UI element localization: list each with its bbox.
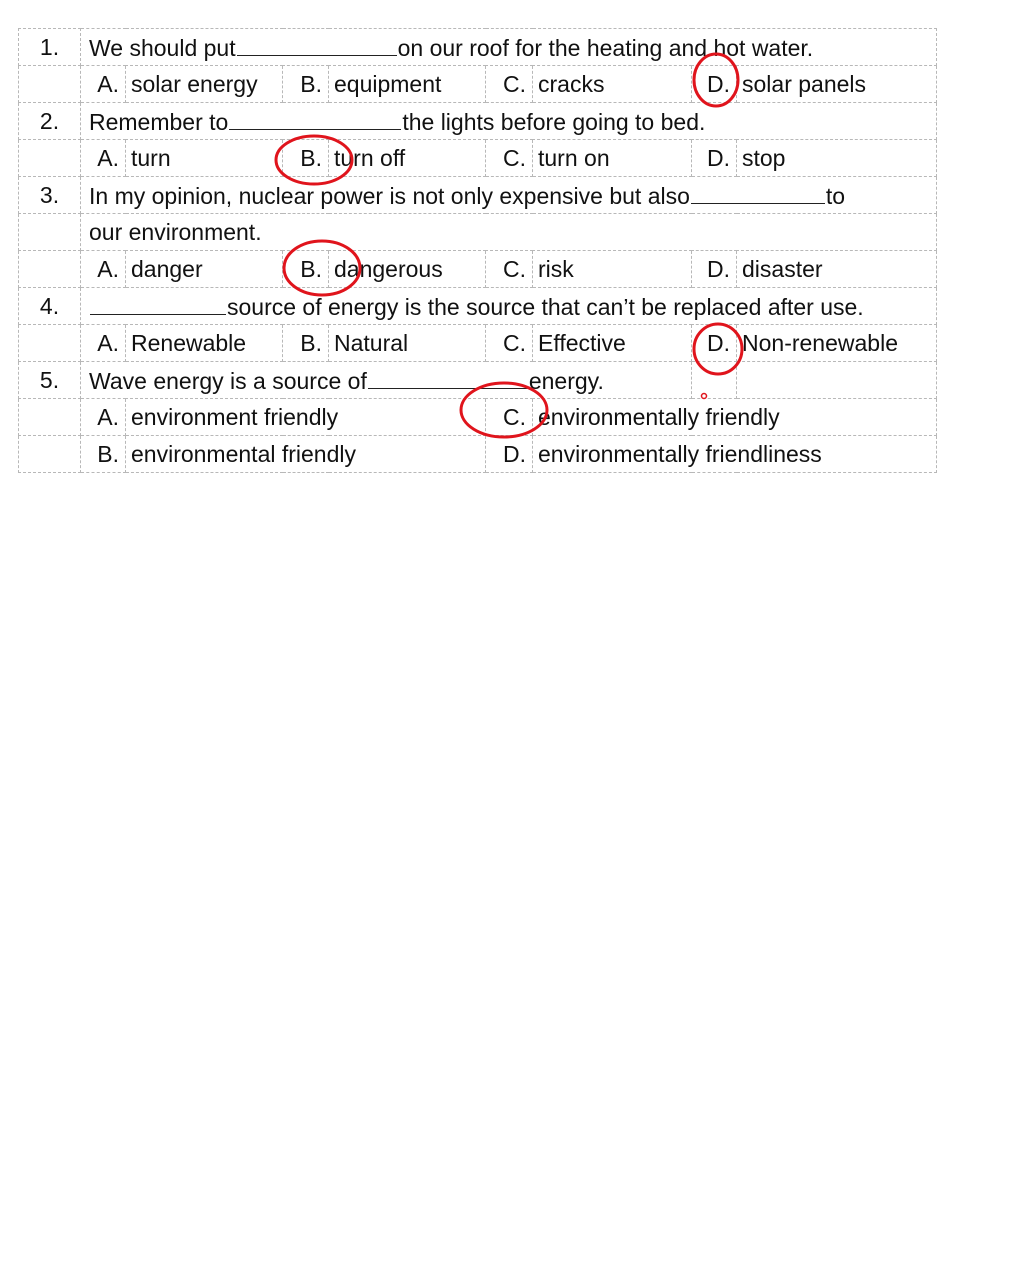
answer-blank bbox=[229, 107, 401, 130]
option-text: solar panels bbox=[737, 66, 937, 103]
question-2-number: 2. bbox=[19, 103, 81, 140]
question-3-options-row bbox=[19, 251, 937, 288]
answer-blank bbox=[90, 292, 226, 315]
question-2-stem-after: the lights before going to bed. bbox=[402, 108, 706, 135]
question-5-options-row-1 bbox=[19, 399, 937, 436]
answer-blank bbox=[691, 181, 825, 204]
question-3-stem bbox=[81, 177, 937, 214]
question-3-row-continued bbox=[19, 214, 937, 251]
question-3-stem-after: to bbox=[825, 182, 846, 209]
question-4-row bbox=[19, 288, 937, 325]
question-1-stem-after: on our roof for the heating and hot water. bbox=[397, 34, 814, 61]
option-label: A. bbox=[81, 251, 126, 288]
question-4-options-row bbox=[19, 325, 937, 362]
option-label: D. bbox=[692, 66, 737, 103]
option-label: C. bbox=[486, 140, 533, 177]
option-label: A. bbox=[81, 66, 126, 103]
question-2-options-row bbox=[19, 140, 937, 177]
option-label: C. bbox=[486, 399, 533, 436]
option-text: solar energy bbox=[126, 66, 283, 103]
option-text: environment friendly bbox=[126, 399, 486, 436]
option-label: D. bbox=[692, 140, 737, 177]
empty-cell bbox=[19, 399, 81, 436]
option-label: C. bbox=[486, 66, 533, 103]
option-text: turn off bbox=[329, 140, 486, 177]
empty-cell bbox=[19, 140, 81, 177]
empty-cell bbox=[692, 362, 737, 399]
question-3-stem-before: In my opinion, nuclear power is not only expensive but also bbox=[89, 182, 690, 209]
option-label: D. bbox=[692, 251, 737, 288]
answer-blank bbox=[368, 366, 528, 389]
empty-cell bbox=[19, 66, 81, 103]
question-1-number: 1. bbox=[19, 29, 81, 66]
question-5-stem-before: Wave energy is a source of bbox=[89, 367, 367, 394]
option-text: Non-renewable bbox=[737, 325, 937, 362]
question-2-row bbox=[19, 103, 937, 140]
question-2-stem bbox=[81, 103, 937, 140]
option-text: environmental friendly bbox=[126, 436, 486, 473]
option-label: C. bbox=[486, 251, 533, 288]
option-text: stop bbox=[737, 140, 937, 177]
empty-cell bbox=[19, 325, 81, 362]
option-label: B. bbox=[283, 66, 329, 103]
option-label: B. bbox=[283, 140, 329, 177]
option-label: B. bbox=[283, 251, 329, 288]
option-label: C. bbox=[486, 325, 533, 362]
answer-blank bbox=[237, 33, 397, 56]
question-4-stem bbox=[81, 288, 937, 325]
question-5-number: 5. bbox=[19, 362, 81, 399]
question-3-stem-line2: our environment. bbox=[81, 214, 937, 251]
option-label: B. bbox=[283, 325, 329, 362]
option-label: A. bbox=[81, 140, 126, 177]
option-label: D. bbox=[486, 436, 533, 473]
question-5-stem bbox=[81, 362, 692, 399]
question-4-number: 4. bbox=[19, 288, 81, 325]
option-text: turn on bbox=[533, 140, 692, 177]
question-4-stem-after: source of energy is the source that can’t be replaced after use. bbox=[227, 293, 864, 320]
empty-cell bbox=[19, 251, 81, 288]
option-text: environmentally friendly bbox=[533, 399, 937, 436]
option-text: equipment bbox=[329, 66, 486, 103]
option-label: B. bbox=[81, 436, 126, 473]
option-text: risk bbox=[533, 251, 692, 288]
question-5-stem-after: energy. bbox=[528, 367, 604, 394]
question-3-number: 3. bbox=[19, 177, 81, 214]
option-label: A. bbox=[81, 399, 126, 436]
empty-cell bbox=[737, 362, 937, 399]
question-1-stem bbox=[81, 29, 937, 66]
quiz-sheet bbox=[18, 28, 936, 473]
empty-cell bbox=[19, 436, 81, 473]
option-text: dangerous bbox=[329, 251, 486, 288]
question-1-options-row bbox=[19, 66, 937, 103]
option-text: danger bbox=[126, 251, 283, 288]
question-1-row bbox=[19, 29, 937, 66]
option-text: cracks bbox=[533, 66, 692, 103]
option-label: D. bbox=[692, 325, 737, 362]
option-text: Effective bbox=[533, 325, 692, 362]
option-text: environmentally friendliness bbox=[533, 436, 937, 473]
question-5-options-row-2 bbox=[19, 436, 937, 473]
empty-cell bbox=[19, 214, 81, 251]
quiz-table bbox=[18, 28, 937, 473]
option-text: disaster bbox=[737, 251, 937, 288]
option-text: turn bbox=[126, 140, 283, 177]
option-label: A. bbox=[81, 325, 126, 362]
option-text: Renewable bbox=[126, 325, 283, 362]
question-1-stem-before: We should put bbox=[89, 34, 236, 61]
question-5-row bbox=[19, 362, 937, 399]
question-2-stem-before: Remember to bbox=[89, 108, 229, 135]
option-text: Natural bbox=[329, 325, 486, 362]
question-3-row bbox=[19, 177, 937, 214]
